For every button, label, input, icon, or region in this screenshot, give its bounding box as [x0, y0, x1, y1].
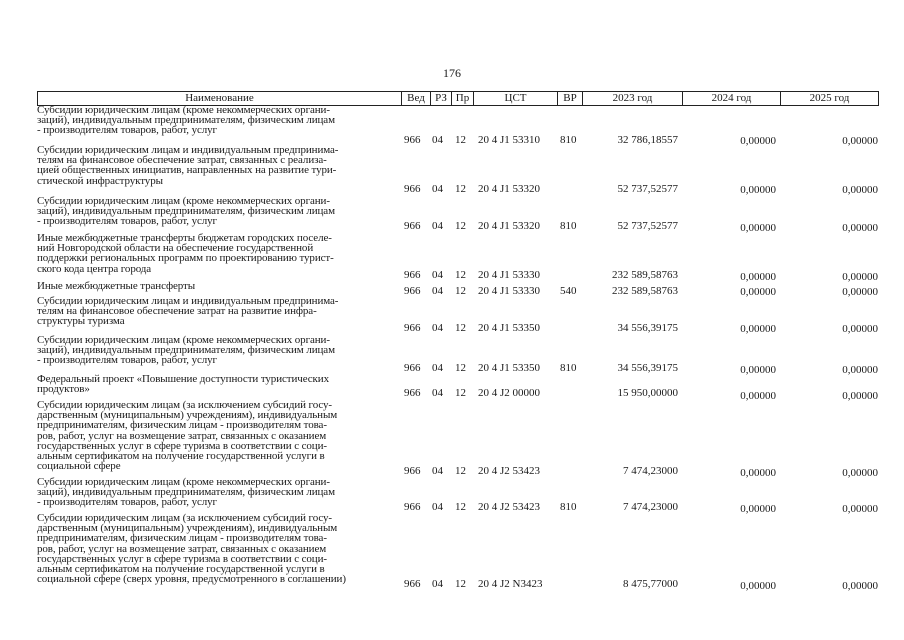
row-2024: 0,00000	[740, 222, 776, 234]
row-vr: 810	[560, 501, 577, 513]
row-cst: 20 4 J2 N3423	[478, 578, 543, 590]
row-pr: 12	[455, 501, 466, 513]
row-name: Федеральный проект «Повышение доступности туристических продуктов»	[37, 373, 329, 396]
row-pr: 12	[455, 578, 466, 590]
header-ved: Вед	[401, 91, 431, 106]
row-rz: 04	[432, 134, 443, 146]
row-2025: 0,00000	[842, 135, 878, 147]
header-2023: 2023 год	[582, 91, 683, 106]
row-2024: 0,00000	[740, 323, 776, 335]
row-2023: 52 737,52577	[617, 220, 678, 232]
row-name: Субсидии юридическим лицам (кроме некоммерческих органи- заций), индивидуальным предпринимателям, физическим лицам - производителям товаров, работ, услуг	[37, 334, 335, 367]
row-2024: 0,00000	[740, 184, 776, 196]
row-2023: 232 589,58763	[612, 285, 678, 297]
header-name: Наименование	[37, 91, 402, 106]
row-2023: 7 474,23000	[623, 465, 678, 477]
row-2023: 8 475,77000	[623, 578, 678, 590]
header-vr: ВР	[557, 91, 583, 106]
row-name: Субсидии юридическим лицам и индивидуальным предпринима- телям на финансовое обеспечение затрат на развитие инфра- структуры туризма	[37, 295, 339, 328]
row-ved: 966	[404, 322, 421, 334]
row-2025: 0,00000	[842, 580, 878, 592]
row-cst: 20 4 J1 53350	[478, 322, 541, 334]
row-vr: 810	[560, 220, 577, 232]
header-pr: Пр	[451, 91, 474, 106]
row-rz: 04	[432, 362, 443, 374]
row-ved: 966	[404, 134, 421, 146]
row-ved: 966	[404, 465, 421, 477]
row-ved: 966	[404, 183, 421, 195]
row-ved: 966	[404, 387, 421, 399]
row-name: Субсидии юридическим лицам (кроме некоммерческих органи- заций), индивидуальным предпринимателям, физическим лицам - производителям товаров, работ, услуг	[37, 195, 335, 228]
row-ved: 966	[404, 578, 421, 590]
row-rz: 04	[432, 501, 443, 513]
row-2024: 0,00000	[740, 390, 776, 402]
row-rz: 04	[432, 578, 443, 590]
header-cst: ЦСТ	[473, 91, 558, 106]
row-name: Субсидии юридическим лицам и индивидуальным предпринима- телям на финансовое обеспечение затрат, связанных с реализа- цией общественных инициатив, направленных на развитие тури- стической инфраструктуры	[37, 144, 339, 187]
row-name: Иные межбюджетные трансферты	[37, 280, 196, 292]
row-ved: 966	[404, 269, 421, 281]
row-ved: 966	[404, 362, 421, 374]
row-cst: 20 4 J1 53330	[478, 285, 541, 297]
page-number: 176	[443, 66, 461, 80]
row-ved: 966	[404, 501, 421, 513]
row-rz: 04	[432, 183, 443, 195]
row-cst: 20 4 J2 53423	[478, 501, 541, 513]
row-cst: 20 4 J1 53310	[478, 134, 541, 146]
header-2024: 2024 год	[682, 91, 781, 106]
row-2024: 0,00000	[740, 580, 776, 592]
row-2025: 0,00000	[842, 184, 878, 196]
row-2025: 0,00000	[842, 364, 878, 376]
row-2024: 0,00000	[740, 503, 776, 515]
row-pr: 12	[455, 269, 466, 281]
row-2025: 0,00000	[842, 390, 878, 402]
row-cst: 20 4 J1 53320	[478, 183, 541, 195]
row-pr: 12	[455, 465, 466, 477]
row-vr: 810	[560, 134, 577, 146]
row-name: Иные межбюджетные трансферты бюджетам городских поселе- ний Новгородской области на обеспечение государственной поддержки региональных программ по проектированию турист- ского кода центра города	[37, 232, 334, 275]
row-2025: 0,00000	[842, 271, 878, 283]
row-ved: 966	[404, 285, 421, 297]
row-cst: 20 4 J2 00000	[478, 387, 541, 399]
row-2023: 32 786,18557	[617, 134, 678, 146]
row-pr: 12	[455, 220, 466, 232]
header-rz: РЗ	[430, 91, 452, 106]
row-vr: 540	[560, 285, 577, 297]
row-2025: 0,00000	[842, 222, 878, 234]
row-pr: 12	[455, 322, 466, 334]
row-name: Субсидии юридическим лицам (за исключением субсидий госу- дарственным (муниципальным) учреждениям), индивидуальным предпринимателям, физическим лицам - производителям това- ров, работ, услуг на возмещение затрат, связанных с оказанием государственных услуг в сфере туризма в соответствии с соци- альным сертификатом на получение государственной услуги в социальной сфере	[37, 399, 338, 473]
row-cst: 20 4 J2 53423	[478, 465, 541, 477]
row-ved: 966	[404, 220, 421, 232]
row-2023: 232 589,58763	[612, 269, 678, 281]
row-2024: 0,00000	[740, 286, 776, 298]
row-2025: 0,00000	[842, 323, 878, 335]
header-2025: 2025 год	[780, 91, 879, 106]
row-pr: 12	[455, 183, 466, 195]
row-rz: 04	[432, 465, 443, 477]
row-name: Субсидии юридическим лицам (кроме некоммерческих органи- заций), индивидуальным предпринимателям, физическим лицам - производителям товаров, работ, услуг	[37, 476, 335, 509]
row-2023: 7 474,23000	[623, 501, 678, 513]
row-vr: 810	[560, 362, 577, 374]
row-pr: 12	[455, 285, 466, 297]
row-cst: 20 4 J1 53350	[478, 362, 541, 374]
row-rz: 04	[432, 269, 443, 281]
row-rz: 04	[432, 285, 443, 297]
row-rz: 04	[432, 322, 443, 334]
row-2023: 34 556,39175	[617, 322, 678, 334]
row-2025: 0,00000	[842, 286, 878, 298]
row-2024: 0,00000	[740, 364, 776, 376]
row-2024: 0,00000	[740, 467, 776, 479]
row-cst: 20 4 J1 53320	[478, 220, 541, 232]
row-2024: 0,00000	[740, 271, 776, 283]
row-2025: 0,00000	[842, 467, 878, 479]
row-2024: 0,00000	[740, 135, 776, 147]
row-pr: 12	[455, 387, 466, 399]
row-pr: 12	[455, 134, 466, 146]
row-rz: 04	[432, 387, 443, 399]
row-name: Субсидии юридическим лицам (за исключением субсидий госу- дарственным (муниципальным) учреждениям), индивидуальным предпринимателям, физическим лицам - производителям това- ров, работ, услуг на возмещение затрат, связанных с оказанием государственных услуг в сфере туризма в соответствии с соци- альным сертификатом на получение государственной услуги в социальной сфере (сверх уровня, предусмотренного в соглашении)	[37, 512, 346, 586]
row-2023: 34 556,39175	[617, 362, 678, 374]
row-pr: 12	[455, 362, 466, 374]
row-2025: 0,00000	[842, 503, 878, 515]
row-rz: 04	[432, 220, 443, 232]
row-2023: 52 737,52577	[617, 183, 678, 195]
row-name: Субсидии юридическим лицам (кроме некоммерческих органи- заций), индивидуальным предпринимателям, физическим лицам - производителям товаров, работ, услуг	[37, 104, 335, 137]
row-2023: 15 950,00000	[617, 387, 678, 399]
row-cst: 20 4 J1 53330	[478, 269, 541, 281]
